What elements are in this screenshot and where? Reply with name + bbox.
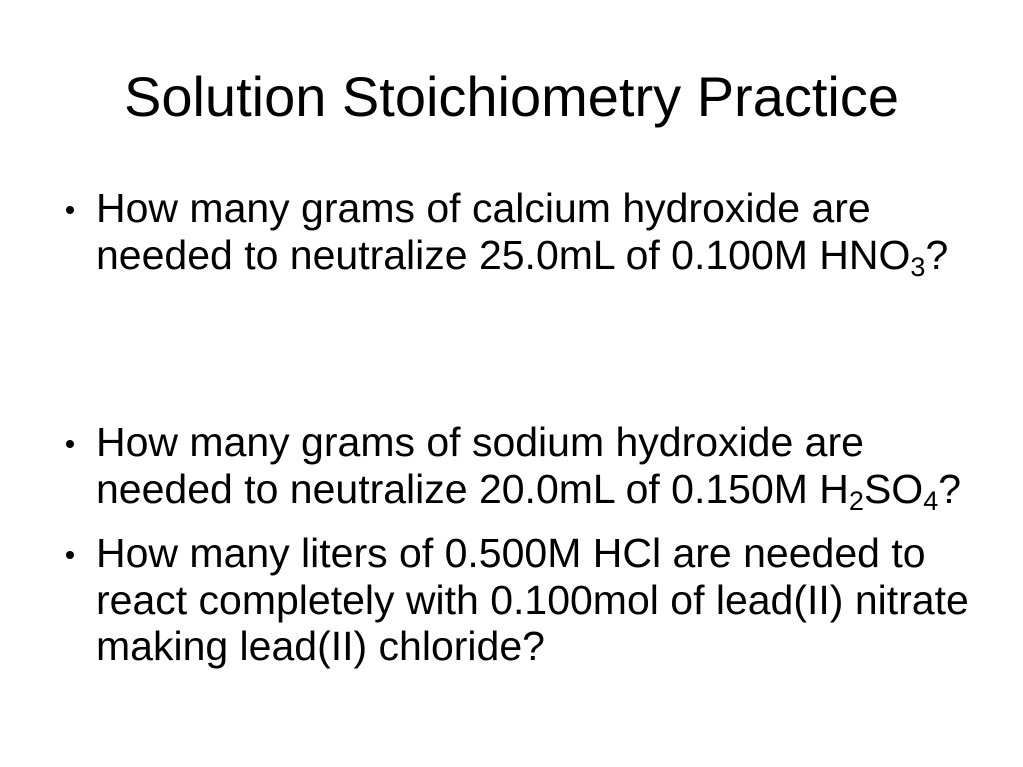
bullet-line bbox=[96, 623, 969, 670]
bullet-text: ? bbox=[925, 231, 949, 278]
bullet-line bbox=[96, 530, 969, 577]
subscript: 2 bbox=[848, 485, 864, 516]
bullet-item bbox=[96, 530, 969, 670]
subscript: 3 bbox=[910, 251, 926, 282]
bullet-text: How many grams of calcium hydroxide are bbox=[96, 185, 871, 231]
bullet-line bbox=[96, 465, 962, 516]
bullet-dot-icon bbox=[66, 551, 74, 559]
bullet-line bbox=[96, 185, 948, 232]
bullet-text: How many liters of 0.500M HCl are needed to bbox=[96, 530, 926, 576]
bullet-line bbox=[96, 577, 969, 624]
bullet-item bbox=[96, 419, 962, 516]
bullet-dot-icon bbox=[66, 440, 74, 448]
bullet-item bbox=[96, 185, 949, 282]
bullet-text: SO bbox=[863, 465, 924, 512]
bullet-line bbox=[96, 419, 961, 466]
bullet-text: needed to neutralize 20.0mL of 0.150M H bbox=[96, 465, 849, 512]
bullet-dot-icon bbox=[66, 206, 74, 214]
slide-title: Solution Stoichiometry Practice bbox=[123, 65, 899, 128]
subscript: 4 bbox=[923, 485, 939, 516]
bullet-text: react completely with 0.100mol of lead(II) nitrate bbox=[96, 576, 969, 623]
bullet-text: ? bbox=[938, 465, 962, 512]
bullet-text: How many grams of sodium hydroxide are bbox=[96, 419, 864, 465]
bullet-text: making lead(II) chloride? bbox=[96, 623, 545, 669]
bullet-text: needed to neutralize 25.0mL of 0.100M HNO bbox=[96, 231, 911, 278]
bullet-line bbox=[96, 231, 949, 282]
